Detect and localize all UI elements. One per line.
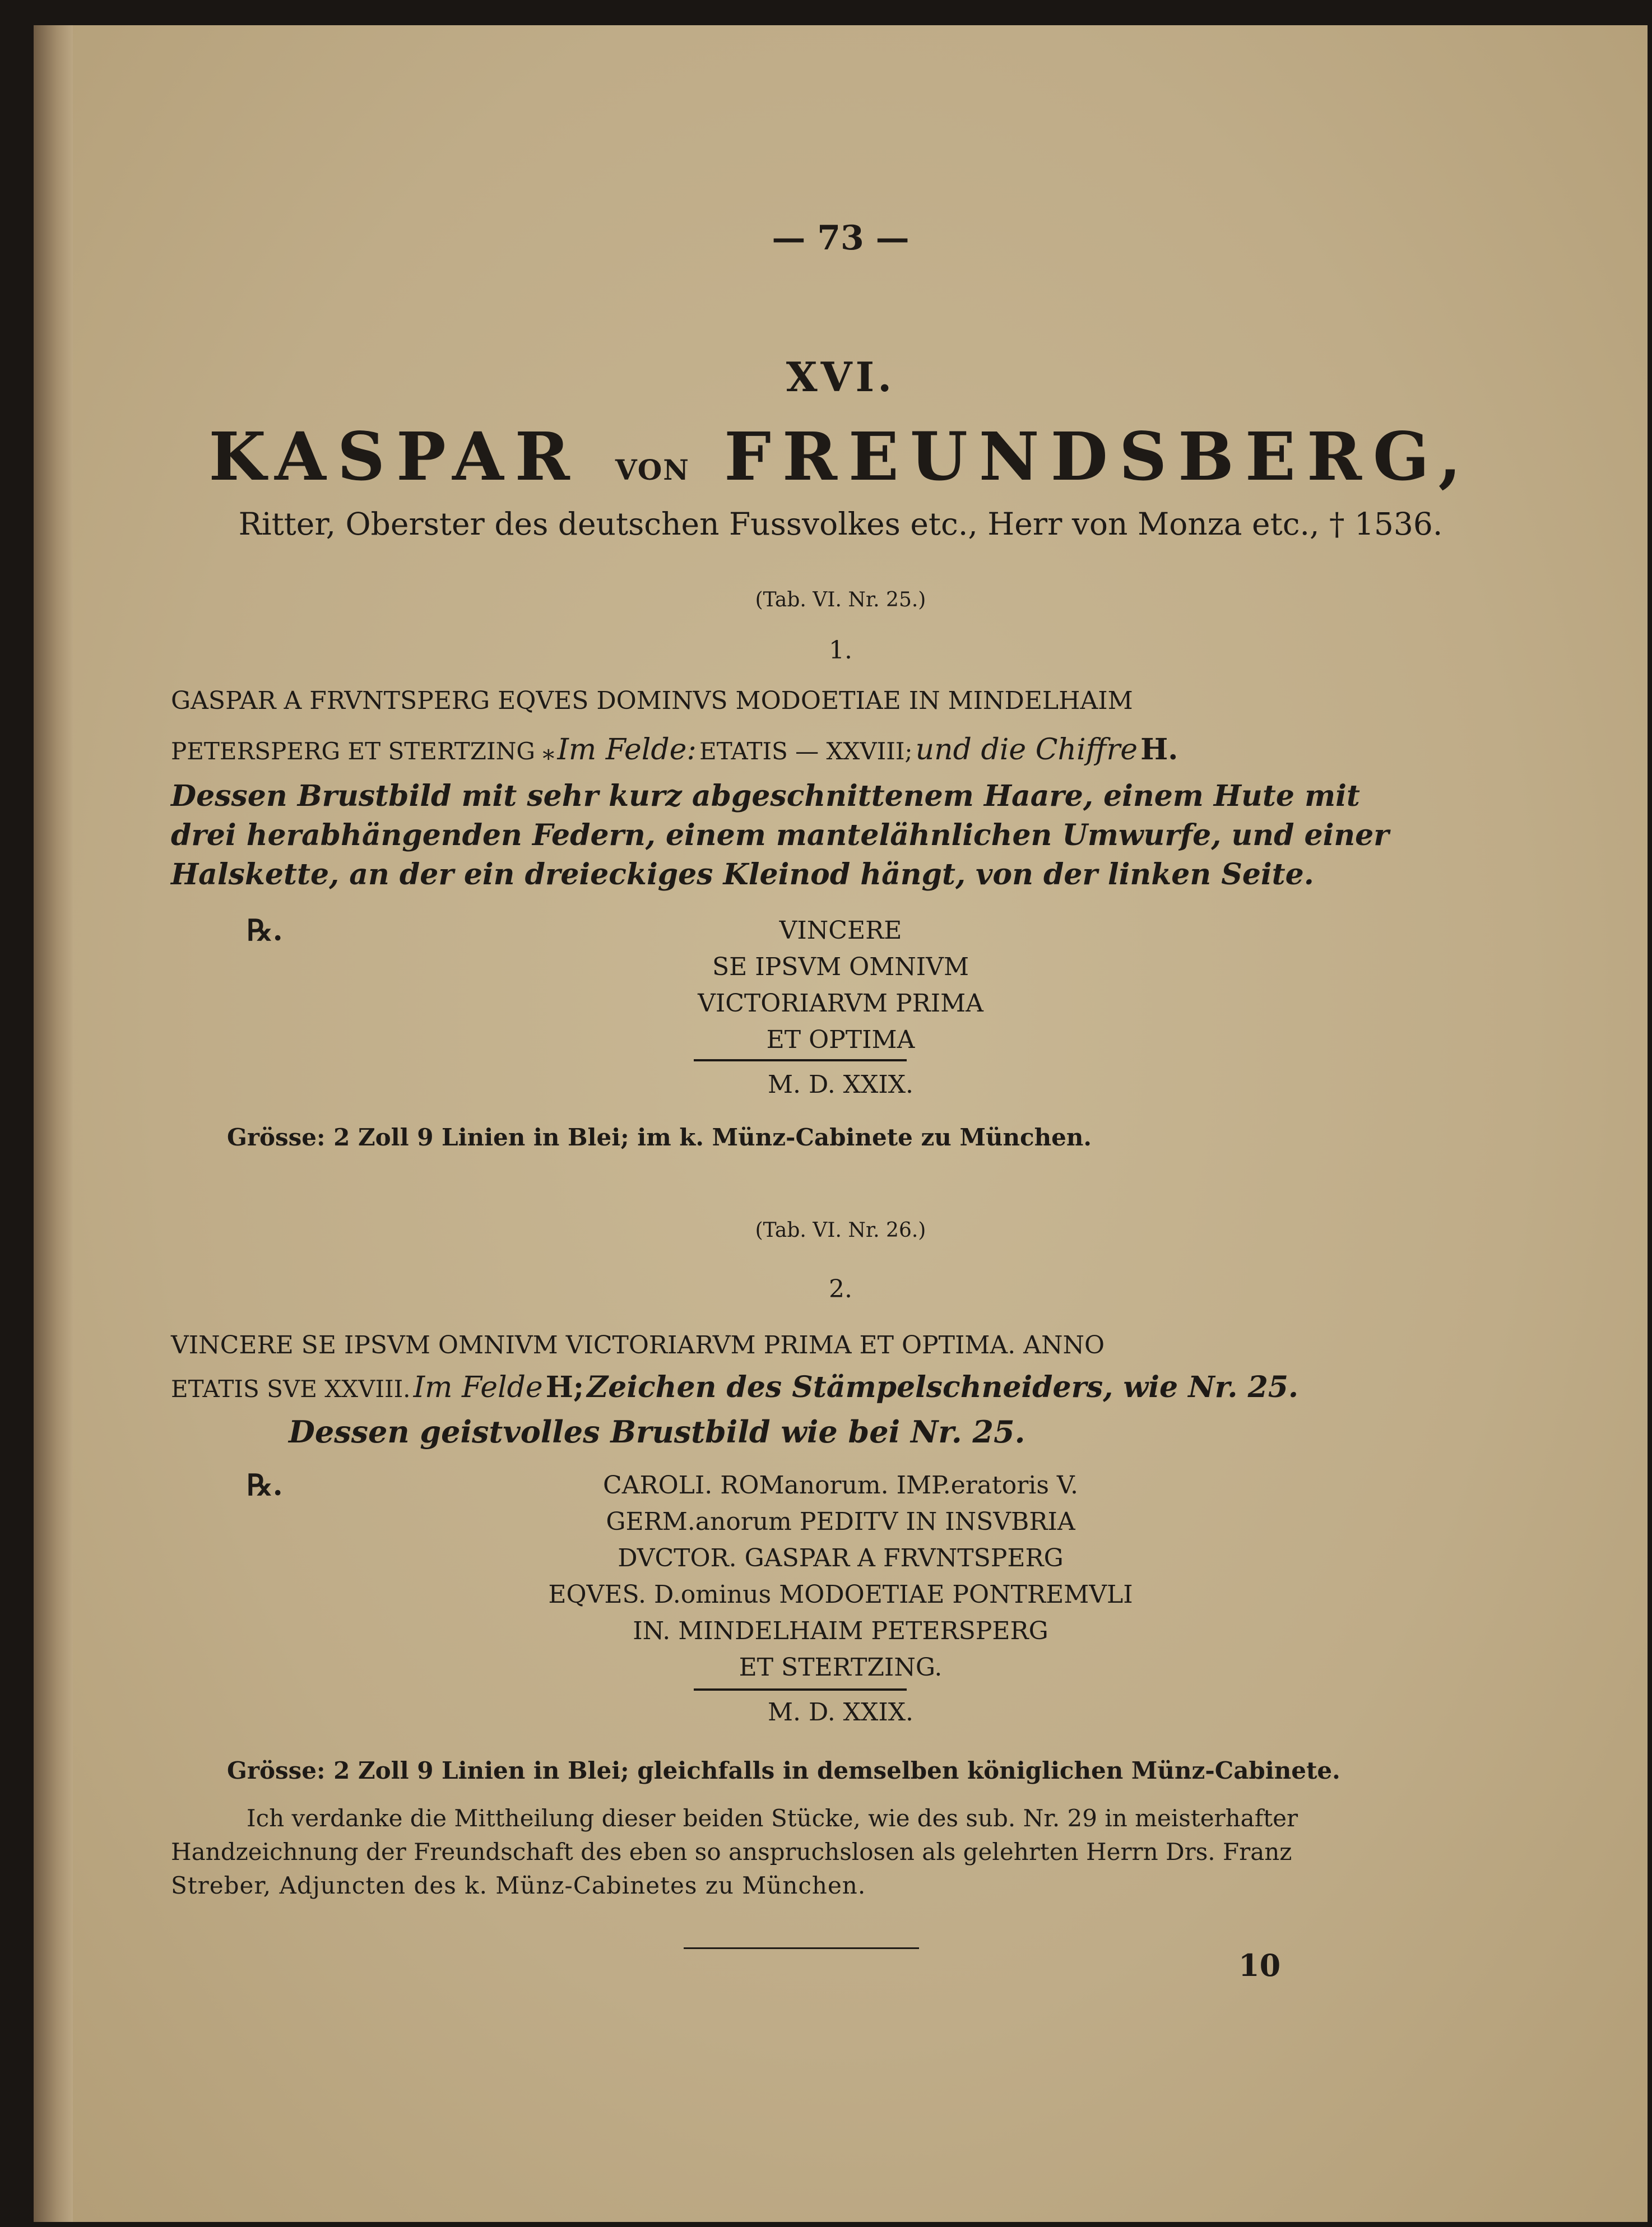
medal2-reverse-line4: EQVES. D.ominus MODOETIAE PONTREMVLI bbox=[548, 1580, 1133, 1609]
acknowledgement-line1: Ich verdanke die Mittheilung dieser beiden Stücke, wie des sub. Nr. 29 in meisterhafter bbox=[247, 1804, 1298, 1832]
medal2-reverse-date: M. D. XXIX. bbox=[767, 1698, 914, 1727]
medal2-cipher: H; bbox=[545, 1370, 584, 1404]
medal1-cipher-label: und die Chiffre bbox=[915, 733, 1138, 767]
book-page bbox=[34, 25, 1648, 2222]
medal2-reverse-rule bbox=[694, 1688, 907, 1691]
medal-number-2: 2. bbox=[829, 1275, 852, 1303]
medal1-reverse-mark: ℞. bbox=[247, 913, 283, 948]
medal1-obverse-line1: GASPAR A FRVNTSPERG EQVES DOMINVS MODOETIAE IN MINDELHAIM bbox=[171, 686, 1133, 715]
page-title bbox=[34, 417, 1648, 495]
medal1-description-line2: drei herabhängenden Federn, einem mantelähnlichen Umwurfe, und einer bbox=[171, 818, 1389, 852]
medal2-reverse-mark: ℞. bbox=[247, 1468, 283, 1502]
medal1-description-line1: Dessen Brustbild mit sehr kurz abgeschnittenem Haare, einem Hute mit bbox=[171, 779, 1360, 813]
signature-mark: 10 bbox=[1238, 1947, 1281, 1983]
title-particle: VON bbox=[615, 453, 690, 486]
medal2-reverse-line1: CAROLI. ROManorum. IMP.eratoris V. bbox=[603, 1471, 1078, 1500]
medal2-obverse-line1: VINCERE SE IPSVM OMNIVM VICTORIARVM PRIMA ET OPTIMA. ANNO bbox=[171, 1331, 1105, 1360]
medal-number-1: 1. bbox=[829, 636, 852, 665]
subtitle: Ritter, Oberster des deutschen Fussvolkes etc., Herr von Monza etc., † 1536. bbox=[238, 506, 1443, 542]
medal1-reverse-line3: VICTORIARVM PRIMA bbox=[698, 989, 983, 1018]
medal2-reverse-line5: IN. MINDELHAIM PETERSPERG bbox=[633, 1617, 1048, 1645]
medal1-obverse-line2 bbox=[171, 732, 1572, 767]
tab-reference-1: (Tab. VI. Nr. 25.) bbox=[755, 588, 926, 611]
acknowledgement-line3: Streber, Adjuncten des k. Münz-Cabinetes zu München. bbox=[171, 1872, 866, 1899]
page-number: — 73 — bbox=[772, 219, 909, 258]
medal1-field-label: Im Felde: bbox=[557, 733, 697, 767]
footer-rule bbox=[684, 1947, 919, 1949]
medal2-reverse-line2: GERM.anorum PEDITV IN INSVBRIA bbox=[606, 1507, 1075, 1536]
medal1-cipher: H. bbox=[1140, 732, 1178, 767]
medal2-caps: ETATIS SVE XXVIII. bbox=[171, 1375, 411, 1403]
medal2-reverse-line3: DVCTOR. GASPAR A FRVNTSPERG bbox=[618, 1544, 1064, 1572]
title-first-name: KASPAR bbox=[208, 417, 581, 495]
chapter-numeral: XVI. bbox=[786, 353, 895, 401]
medal1-field-text: ETATIS — XXVIII; bbox=[699, 737, 913, 765]
medal1-size-note: Grösse: 2 Zoll 9 Linien in Blei; im k. Münz-Cabinete zu München. bbox=[227, 1124, 1092, 1151]
medal2-description: Dessen geistvolles Brustbild wie bei Nr. 25. bbox=[289, 1414, 1025, 1450]
medal2-obverse-line2 bbox=[171, 1370, 1572, 1404]
acknowledgement-line2: Handzeichnung der Freundschaft des eben so anspruchslosen als gelehrten Herrn Drs. Franz bbox=[171, 1838, 1292, 1866]
medal1-reverse-rule bbox=[694, 1059, 907, 1061]
medal2-size-note: Grösse: 2 Zoll 9 Linien in Blei; gleichfalls in demselben königlichen Münz-Cabinete. bbox=[227, 1757, 1340, 1784]
medal2-engraver-note: Zeichen des Stämpelschneiders, wie Nr. 25. bbox=[587, 1370, 1299, 1404]
medal1-reverse-line2: SE IPSVM OMNIVM bbox=[712, 953, 969, 981]
medal1-reverse-date: M. D. XXIX. bbox=[767, 1070, 914, 1099]
medal1-reverse-line4: ET OPTIMA bbox=[766, 1026, 915, 1054]
medal2-field-label: Im Felde bbox=[413, 1371, 543, 1404]
medal1-description-line3: Halskette, an der ein dreieckiges Kleinod hängt, von der linken Seite. bbox=[171, 857, 1314, 892]
medal1-caps: PETERSPERG ET STERTZING ⁎ bbox=[171, 737, 555, 765]
title-last-name: FREUNDSBERG, bbox=[724, 417, 1473, 495]
tab-reference-2: (Tab. VI. Nr. 26.) bbox=[755, 1219, 926, 1242]
medal1-reverse-line1: VINCERE bbox=[779, 916, 902, 945]
medal2-reverse-line6: ET STERTZING. bbox=[739, 1653, 943, 1682]
